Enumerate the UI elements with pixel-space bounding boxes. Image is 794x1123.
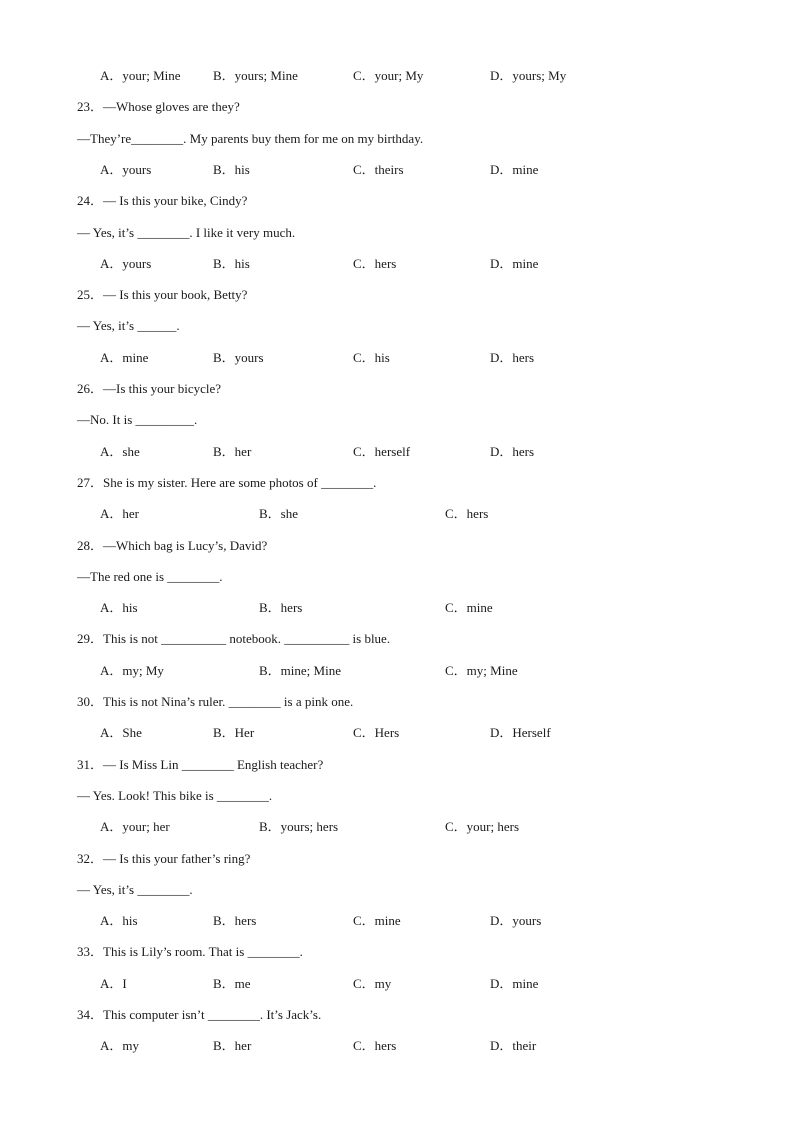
question-line bbox=[0, 756, 794, 774]
question-text: —No. It is _________. bbox=[77, 412, 198, 428]
option-b: B．mine; Mine bbox=[259, 662, 341, 678]
option-a: A．my bbox=[100, 1038, 140, 1054]
question-line bbox=[0, 1006, 794, 1024]
question-line bbox=[0, 317, 794, 335]
options-row bbox=[0, 255, 794, 273]
question-line bbox=[0, 568, 794, 586]
question-line bbox=[0, 286, 794, 304]
option-b: B．hers bbox=[259, 600, 303, 616]
question-line bbox=[0, 380, 794, 398]
option-c: C．theirs bbox=[353, 161, 404, 177]
option-b: B．yours; Mine bbox=[213, 68, 298, 83]
option-b: B．me bbox=[213, 975, 251, 991]
option-a: A．his bbox=[100, 913, 138, 929]
option-b: B．his bbox=[213, 161, 250, 177]
option-a: A．I bbox=[100, 975, 127, 991]
option-b: B．hers bbox=[213, 913, 257, 929]
option-a: A．her bbox=[100, 506, 139, 522]
option-a: A．your; her bbox=[100, 819, 170, 835]
options-row bbox=[0, 724, 794, 742]
question-line bbox=[0, 192, 794, 210]
options-row bbox=[0, 443, 794, 461]
options-row bbox=[0, 505, 794, 523]
question-text: — Yes. Look! This bike is ________. bbox=[77, 787, 273, 803]
option-c: C．hers bbox=[353, 255, 397, 271]
options-row bbox=[0, 818, 794, 836]
options-row bbox=[0, 161, 794, 179]
option-a: A．yours bbox=[100, 255, 152, 271]
question-line bbox=[0, 693, 794, 711]
question-line bbox=[0, 630, 794, 648]
question-text: — Yes, it’s ________. I like it very much. bbox=[77, 224, 296, 240]
option-b: B．Her bbox=[213, 725, 255, 741]
option-a: A．mine bbox=[100, 349, 149, 365]
question-text: 26．—Is this your bicycle? bbox=[77, 381, 222, 396]
option-c: C．your; hers bbox=[445, 819, 520, 835]
question-line bbox=[0, 850, 794, 868]
options-row bbox=[0, 912, 794, 930]
question-line bbox=[0, 881, 794, 899]
option-d: D．yours bbox=[490, 913, 542, 929]
option-d: D．their bbox=[490, 1038, 537, 1054]
option-a: A．yours bbox=[100, 161, 152, 177]
option-c: C．my; Mine bbox=[445, 662, 518, 678]
option-d: D．mine bbox=[490, 255, 539, 271]
option-c: C．your; My bbox=[353, 68, 424, 83]
question-text: 34．This computer isn’t ________. It’s Jack’s. bbox=[77, 1007, 322, 1022]
question-line bbox=[0, 224, 794, 242]
question-text: 33．This is Lily’s room. That is ________. bbox=[77, 944, 303, 960]
question-text: 24．— Is this your bike, Cindy? bbox=[77, 193, 248, 209]
option-c: C．his bbox=[353, 349, 390, 365]
option-c: C．mine bbox=[353, 913, 401, 929]
question-text: 27．She is my sister. Here are some photos of ________. bbox=[77, 474, 377, 490]
question-text: — Yes, it’s ______. bbox=[77, 318, 180, 334]
option-a: A．his bbox=[100, 600, 138, 616]
option-d: D．hers bbox=[490, 443, 535, 459]
question-line bbox=[0, 787, 794, 805]
options-row bbox=[0, 1037, 794, 1055]
option-b: B．her bbox=[213, 443, 252, 459]
options-row bbox=[0, 662, 794, 680]
option-c: C．hers bbox=[445, 506, 489, 522]
option-b: B．she bbox=[259, 506, 299, 522]
question-line bbox=[0, 537, 794, 555]
option-d: D．Herself bbox=[490, 725, 551, 741]
option-a: A．She bbox=[100, 725, 142, 741]
option-d: D．yours; My bbox=[490, 68, 567, 83]
options-row bbox=[0, 975, 794, 993]
option-a: A．my; My bbox=[100, 662, 164, 678]
question-text: —They’re________. My parents buy them for me on my birthday. bbox=[77, 130, 424, 146]
question-text: 32．— Is this your father’s ring? bbox=[77, 850, 251, 866]
question-line bbox=[0, 474, 794, 492]
options-row bbox=[0, 599, 794, 617]
option-b: B．yours bbox=[213, 349, 264, 365]
question-line bbox=[0, 130, 794, 148]
options-row bbox=[0, 67, 794, 85]
option-c: C．mine bbox=[445, 600, 493, 616]
option-c: C．Hers bbox=[353, 725, 400, 741]
option-b: B．yours; hers bbox=[259, 819, 339, 835]
question-text: — Yes, it’s ________. bbox=[77, 881, 193, 897]
question-text: 29．This is not __________ notebook. __________ is blue. bbox=[77, 631, 391, 647]
question-line bbox=[0, 411, 794, 429]
option-b: B．his bbox=[213, 255, 250, 271]
option-d: D．mine bbox=[490, 161, 539, 177]
option-b: B．her bbox=[213, 1038, 252, 1054]
question-text: 25．— Is this your book, Betty? bbox=[77, 287, 248, 303]
question-text: 31．— Is Miss Lin ________ English teacher? bbox=[77, 756, 324, 772]
option-d: D．mine bbox=[490, 975, 539, 991]
question-text: 28．—Which bag is Lucy’s, David? bbox=[77, 537, 268, 553]
question-text: 23．—Whose gloves are they? bbox=[77, 99, 240, 115]
question-text: —The red one is ________. bbox=[77, 568, 223, 584]
question-line bbox=[0, 943, 794, 961]
option-d: D．hers bbox=[490, 349, 535, 365]
question-text: 30．This is not Nina’s ruler. ________ is a pink one. bbox=[77, 694, 354, 709]
question-line bbox=[0, 98, 794, 116]
option-a: A．she bbox=[100, 443, 140, 459]
option-c: C．hers bbox=[353, 1038, 397, 1054]
option-c: C．my bbox=[353, 975, 392, 991]
option-a: A．your; Mine bbox=[100, 68, 181, 83]
options-row bbox=[0, 349, 794, 367]
option-c: C．herself bbox=[353, 443, 411, 459]
